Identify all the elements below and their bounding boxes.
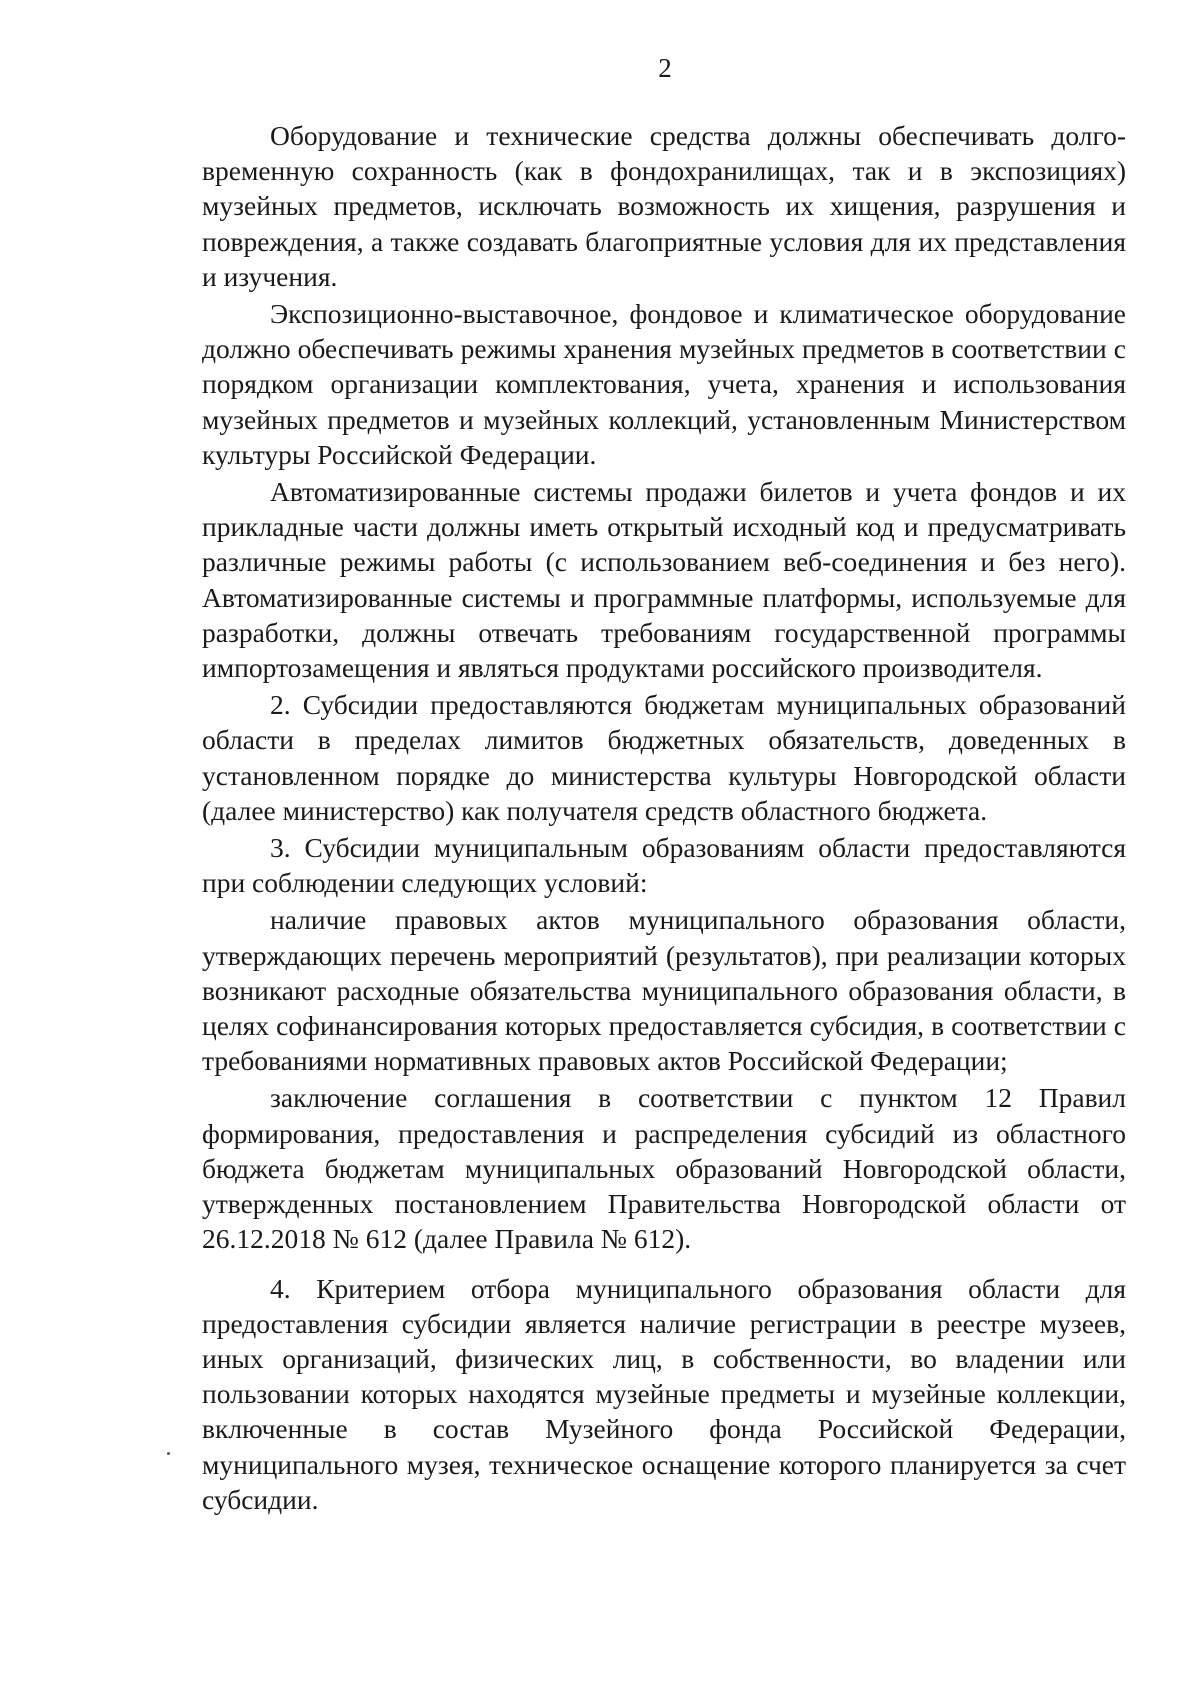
scan-speck <box>167 1452 170 1455</box>
document-body <box>202 118 1126 1517</box>
paragraph-item-4-selection-criterion: 4. Критерием отбора муниципального образования области для предоставления субсидии является наличие регистрации в реестре музеев, иных организаций, физических лиц, в собственности, во владении или пользовании которых находятся музейные предметы и музейные коллекции, включенные в состав Музейного фонда Российской Федерации, муниципального музея, техническое оснащение которого планируется за счет субсидии. <box>202 1272 1126 1515</box>
paragraph-equipment-requirements: Оборудование и технические средства должны обеспечивать долговременную сохранность (как в фондохранилищах, так и в экспозициях) музейных предметов, исключать возможность их хищения, разрушения и повреждения, а также создавать благоприятные условия для их представления и изучения. <box>202 120 1126 292</box>
page-number: 2 <box>658 53 672 83</box>
paragraph-exhibition-equipment: Экспозиционно-выставочное, фондовое и климатическое оборудование должно обеспечивать режимы хранения музейных предметов в соответствии с порядком организации комплектования, учета, хранения и использования музейных предметов и музейных коллекций, установленным Министерством культуры Российской Федерации. <box>202 298 1126 470</box>
paragraph-condition-legal-acts: наличие правовых актов муниципального образования области, утверждающих перечень мероприятий (результатов), при реализации которых возникают расходные обязательства муниципального образования области, в целях софинансирования которых предоставляется субсидия, в соответствии с требованиями нормативных правовых актов Российской Федерации; <box>202 904 1126 1077</box>
paragraph-automated-systems: Автоматизированные системы продажи билетов и учета фондов и их прикладные части должны иметь открытый исходный код и предусматривать различные режимы работы (с использованием веб-соединения и без него). Автоматизированные системы и программные платформы, используемые для разработки, должны отвечать требованиям государственной программы импортозамещения и являться продуктами российского производителя. <box>202 476 1126 684</box>
paragraph-condition-agreement: заключение соглашения в соответствии с пунктом 12 Правил формирования, предоставления и распределения субсидий из областного бюджета бюджетам муниципальных образований Новгородской области, утвержденных постановлением Правительства Новгородской области от 26.12.2018 № 612 (далее Правила № 612). <box>202 1082 1126 1255</box>
paragraph-item-3-conditions: 3. Субсидии муниципальным образованиям области предоставляются при соблюдении следующих условий: <box>202 832 1126 899</box>
paragraph-item-2-subsidies: 2. Субсидии предоставляются бюджетам муниципальных образований области в пределах лимитов бюджетных обязательств, доведенных в установленном порядке до министерства культуры Новгородской области (далее министерство) как получателя средств областного бюджета. <box>202 689 1126 826</box>
